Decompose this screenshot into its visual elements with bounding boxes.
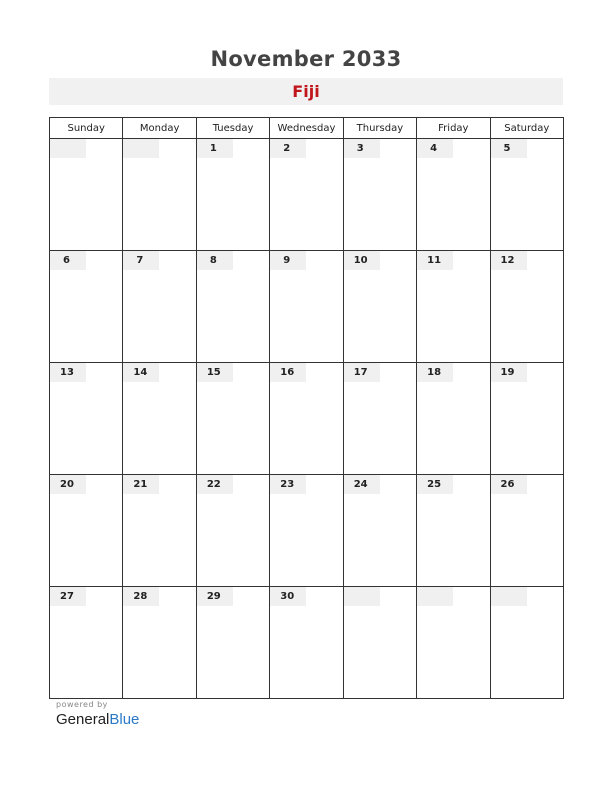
day-number: 11 bbox=[417, 251, 453, 270]
week-row bbox=[50, 363, 564, 475]
day-cell[interactable] bbox=[417, 139, 490, 251]
weekday-header: Saturday bbox=[490, 118, 563, 139]
weekday-header: Thursday bbox=[343, 118, 416, 139]
day-cell[interactable] bbox=[196, 139, 269, 251]
day-cell[interactable] bbox=[270, 587, 343, 699]
day-cell[interactable] bbox=[270, 363, 343, 475]
weekday-header-row bbox=[50, 118, 564, 139]
day-cell[interactable] bbox=[123, 363, 196, 475]
day-number: 3 bbox=[344, 139, 380, 158]
day-number: 16 bbox=[270, 363, 306, 382]
calendar-title: November 2033 bbox=[210, 47, 402, 71]
day-cell[interactable] bbox=[50, 139, 123, 251]
day-cell[interactable] bbox=[196, 475, 269, 587]
day-cell[interactable] bbox=[490, 139, 563, 251]
day-cell[interactable] bbox=[490, 363, 563, 475]
day-number: 25 bbox=[417, 475, 453, 494]
day-number bbox=[344, 587, 380, 606]
day-number: 4 bbox=[417, 139, 453, 158]
day-cell[interactable] bbox=[490, 251, 563, 363]
day-number: 10 bbox=[344, 251, 380, 270]
day-number: 13 bbox=[50, 363, 86, 382]
day-number: 8 bbox=[197, 251, 233, 270]
powered-by-text: powered by bbox=[56, 700, 108, 709]
weekday-header: Monday bbox=[123, 118, 196, 139]
day-cell[interactable] bbox=[270, 475, 343, 587]
day-cell[interactable] bbox=[50, 587, 123, 699]
day-cell[interactable] bbox=[123, 139, 196, 251]
week-row bbox=[50, 475, 564, 587]
day-number: 19 bbox=[491, 363, 527, 382]
day-number bbox=[50, 139, 86, 158]
day-number bbox=[491, 587, 527, 606]
day-cell[interactable] bbox=[343, 475, 416, 587]
country-label: Fiji bbox=[49, 78, 563, 105]
day-number: 2 bbox=[270, 139, 306, 158]
day-cell[interactable] bbox=[270, 251, 343, 363]
day-cell[interactable] bbox=[123, 475, 196, 587]
weekday-header: Friday bbox=[417, 118, 490, 139]
day-cell[interactable] bbox=[490, 475, 563, 587]
weekday-header: Sunday bbox=[50, 118, 123, 139]
day-cell[interactable] bbox=[343, 587, 416, 699]
calendar-grid bbox=[49, 117, 564, 699]
day-cell[interactable] bbox=[417, 587, 490, 699]
day-cell[interactable] bbox=[50, 363, 123, 475]
week-row bbox=[50, 139, 564, 251]
day-cell[interactable] bbox=[196, 363, 269, 475]
week-row bbox=[50, 587, 564, 699]
weekday-header: Wednesday bbox=[270, 118, 343, 139]
day-number: 28 bbox=[123, 587, 159, 606]
day-number: 9 bbox=[270, 251, 306, 270]
day-cell[interactable] bbox=[196, 587, 269, 699]
day-cell[interactable] bbox=[343, 139, 416, 251]
day-number: 23 bbox=[270, 475, 306, 494]
day-cell[interactable] bbox=[417, 475, 490, 587]
day-cell[interactable] bbox=[50, 475, 123, 587]
day-cell[interactable] bbox=[123, 587, 196, 699]
day-cell[interactable] bbox=[123, 251, 196, 363]
day-number: 14 bbox=[123, 363, 159, 382]
day-number: 29 bbox=[197, 587, 233, 606]
day-number: 26 bbox=[491, 475, 527, 494]
day-number: 17 bbox=[344, 363, 380, 382]
day-number: 27 bbox=[50, 587, 86, 606]
day-number: 15 bbox=[197, 363, 233, 382]
day-number bbox=[123, 139, 159, 158]
day-cell[interactable] bbox=[417, 363, 490, 475]
day-cell[interactable] bbox=[490, 587, 563, 699]
day-number: 21 bbox=[123, 475, 159, 494]
day-number: 24 bbox=[344, 475, 380, 494]
day-number: 18 bbox=[417, 363, 453, 382]
day-number: 12 bbox=[491, 251, 527, 270]
day-cell[interactable] bbox=[196, 251, 269, 363]
day-cell[interactable] bbox=[50, 251, 123, 363]
weekday-header: Tuesday bbox=[196, 118, 269, 139]
day-cell[interactable] bbox=[343, 363, 416, 475]
brand-name-general: General bbox=[56, 711, 110, 728]
brand-logo[interactable] bbox=[56, 711, 139, 728]
day-number: 6 bbox=[50, 251, 86, 270]
week-row bbox=[50, 251, 564, 363]
day-number: 5 bbox=[491, 139, 527, 158]
brand-name-blue: Blue bbox=[109, 711, 140, 728]
day-number: 20 bbox=[50, 475, 86, 494]
day-number: 7 bbox=[123, 251, 159, 270]
footer bbox=[56, 700, 139, 728]
day-number bbox=[417, 587, 453, 606]
day-cell[interactable] bbox=[343, 251, 416, 363]
day-number: 30 bbox=[270, 587, 306, 606]
day-cell[interactable] bbox=[417, 251, 490, 363]
day-cell[interactable] bbox=[270, 139, 343, 251]
day-number: 1 bbox=[197, 139, 233, 158]
day-number: 22 bbox=[197, 475, 233, 494]
